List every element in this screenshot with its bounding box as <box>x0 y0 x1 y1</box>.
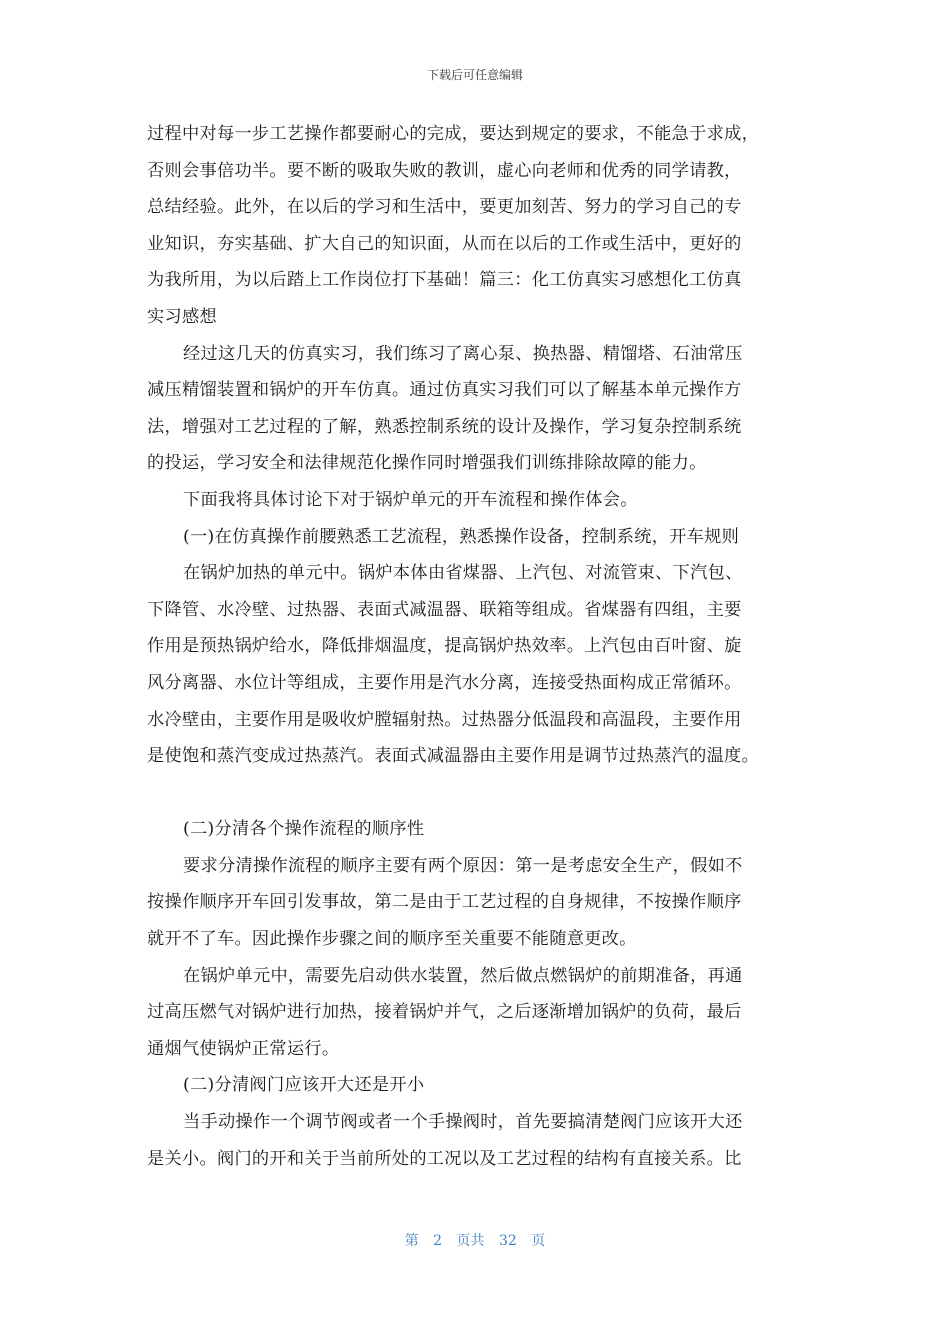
section-heading: (二)分清各个操作流程的顺序性 <box>183 819 425 840</box>
text-line: 过程中对每一步工艺操作都要耐心的完成，要达到规定的要求，不能急于求成， <box>147 124 760 144</box>
text-line: 法，增强对工艺过程的了解，熟悉控制系统的设计及操作，学习复杂控制系统 <box>147 416 742 437</box>
text-line: 风分离器、水位计等组成，主要作用是汽水分离，连接受热面构成正常循环。 <box>147 672 742 693</box>
page-number-footer: 第 2 页共 32 页 <box>404 1233 546 1249</box>
text-line: 实习感想 <box>147 306 217 327</box>
text-line: 否则会事倍功半。要不断的吸取失败的教训，虚心向老师和优秀的同学请教， <box>147 160 742 181</box>
text-line: 水冷壁由，主要作用是吸收炉膛辐射热。过热器分低温段和高温段，主要作用 <box>147 709 742 730</box>
text-line: 经过这几天的仿真实习，我们练习了离心泵、换热器、精馏塔、石油常压 <box>183 343 743 364</box>
text-line: 作用是预热锅炉给水，降低排烟温度，提高锅炉热效率。上汽包由百叶窗、旋 <box>147 636 742 657</box>
section-heading: (二)分清阀门应该开大还是开小 <box>183 1075 425 1096</box>
text-line: 要求分清操作流程的顺序主要有两个原因：第一是考虑安全生产，假如不 <box>183 855 743 876</box>
text-line: 总结经验。此外，在以后的学习和生活中，要更加刻苦、努力的学习自己的专 <box>147 197 742 218</box>
text-line: 通烟气使锅炉正常运行。 <box>147 1038 340 1059</box>
text-line: 的投运，学习安全和法律规范化操作同时增强我们训练排除故障的能力。 <box>147 453 707 474</box>
section-heading: (一)在仿真操作前腰熟悉工艺流程，熟悉操作设备，控制系统，开车规则 <box>183 526 740 547</box>
text-line: 下降管、水冷壁、过热器、表面式减温器、联箱等组成。省煤器有四组，主要 <box>147 599 742 620</box>
text-line: 在锅炉单元中，需要先启动供水装置，然后做点燃锅炉的前期准备，再通 <box>183 965 743 986</box>
text-line: 为我所用，为以后踏上工作岗位打下基础！篇三：化工仿真实习感想化工仿真 <box>147 270 742 291</box>
text-line: 减压精馏装置和锅炉的开车仿真。通过仿真实习我们可以了解基本单元操作方 <box>147 380 742 401</box>
text-line: 业知识，夯实基础、扩大自己的知识面，从而在以后的工作或生活中，更好的 <box>147 233 742 254</box>
text-line: 下面我将具体讨论下对于锅炉单元的开车流程和操作体会。 <box>183 489 638 510</box>
page-header: 下载后可任意编辑 <box>426 68 523 82</box>
blank-line <box>147 775 809 812</box>
text-line: 是使饱和蒸汽变成过热蒸汽。表面式减温器由主要作用是调节过热蒸汽的温度。 <box>147 746 760 767</box>
text-line: 在锅炉加热的单元中。锅炉本体由省煤器、上汽包、对流管束、下汽包、 <box>183 563 743 584</box>
text-line: 就开不了车。因此操作步骤之间的顺序至关重要不能随意更改。 <box>147 929 637 950</box>
text-line: 按操作顺序开车回引发事故，第二是由于工艺过程的自身规律，不按操作顺序 <box>147 892 742 913</box>
text-line: 当手动操作一个调节阀或者一个手操阀时，首先要搞清楚阀门应该开大还 <box>183 1112 743 1133</box>
document-body <box>147 116 809 1177</box>
text-line: 过高压燃气对锅炉进行加热，接着锅炉并气，之后逐渐增加锅炉的负荷，最后 <box>147 1002 742 1023</box>
text-line: 是关小。阀门的开和关于当前所处的工况以及工艺过程的结构有直接关系。比 <box>147 1148 742 1169</box>
